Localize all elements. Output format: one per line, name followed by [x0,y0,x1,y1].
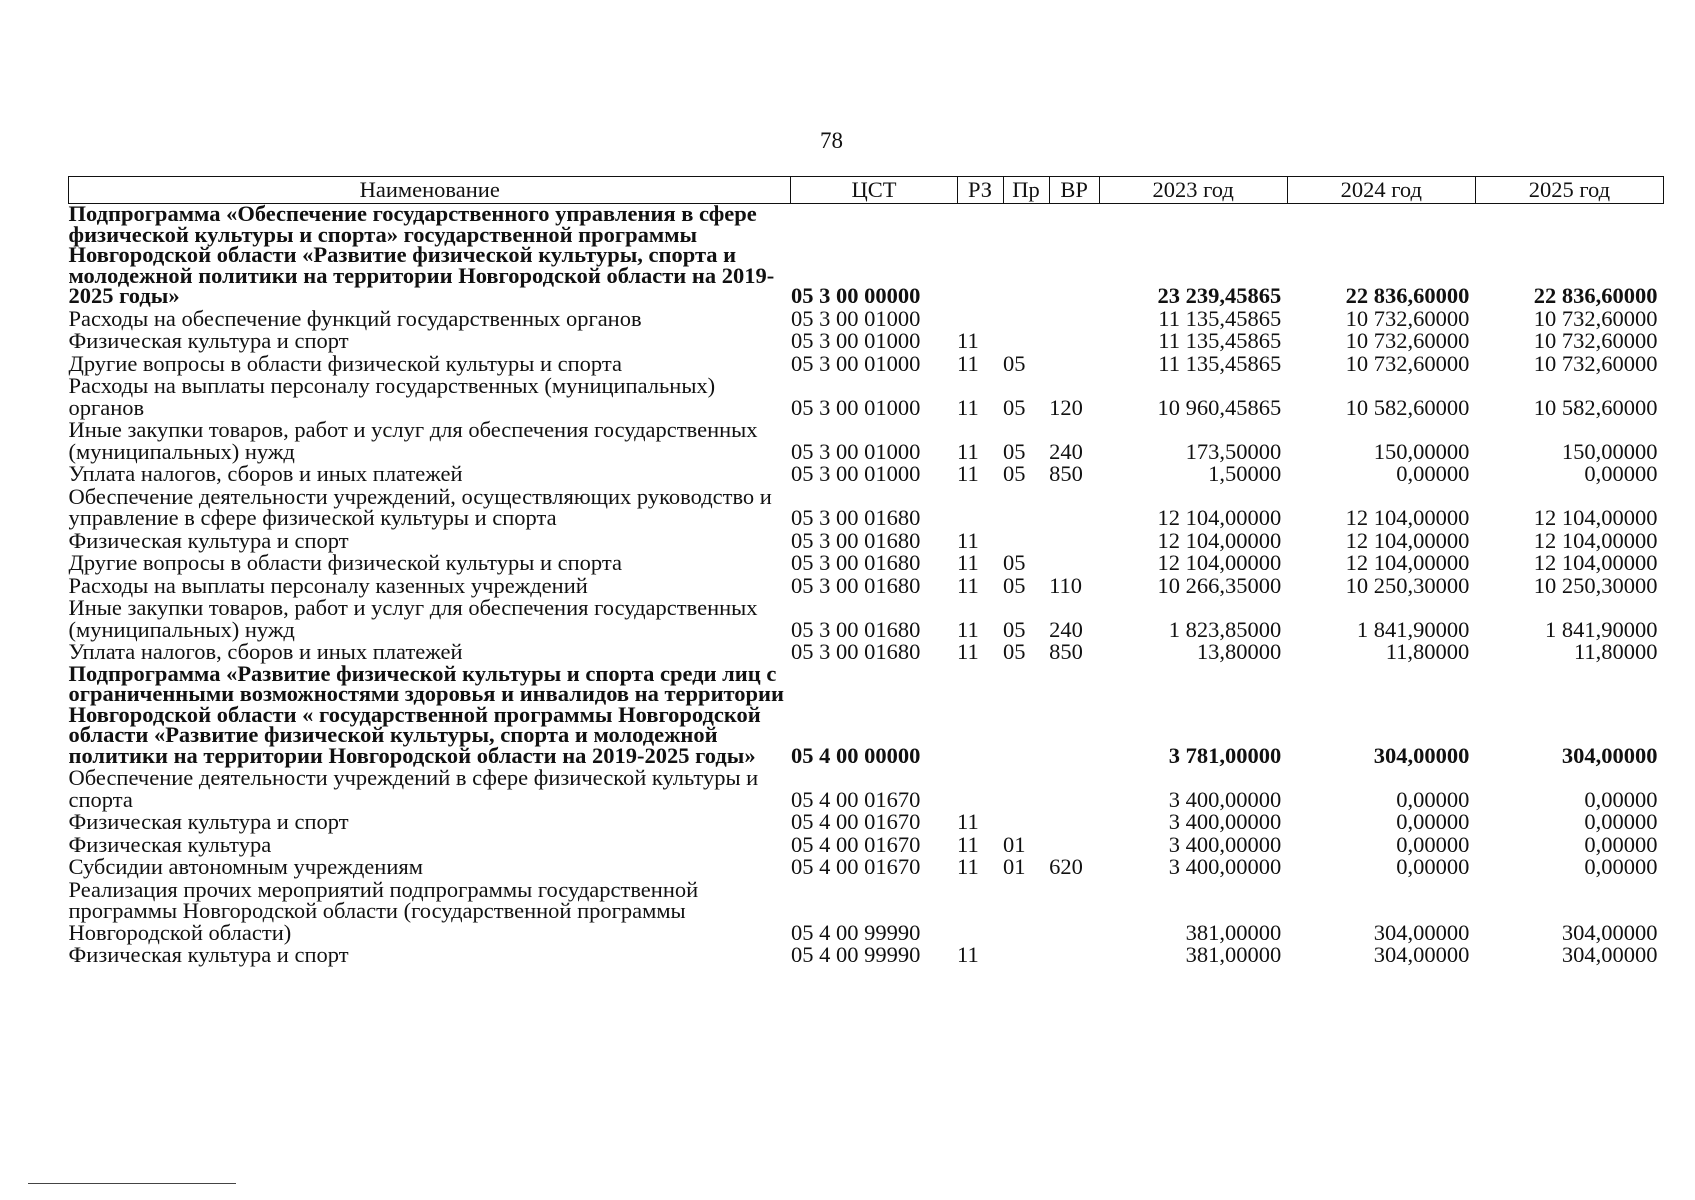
row-2023: 12 104,00000 [1157,550,1282,575]
row-2024: 0,00000 [1396,786,1470,812]
row-rz: 11 [957,639,979,664]
row-name: Другие вопросы в области физической культуры и спорта [68,350,622,376]
row-cst: 05 3 00 01000 [790,305,921,331]
row-2023: 3 400,00000 [1168,809,1282,834]
row-vr [1049,353,1099,376]
header-2025: 2025 год [1475,177,1663,204]
row-pr [1003,767,1049,811]
row-rz: 11 [957,438,979,464]
row-2024: 10 732,60000 [1345,328,1470,353]
row-name: Другие вопросы в области физической культуры и спорта [68,550,622,575]
header-name: Наименование [69,177,791,204]
row-2024: 0,00000 [1396,854,1470,879]
row-2023: 3 400,00000 [1168,854,1282,879]
row-rz: 11 [957,854,979,879]
row-2023: 3 400,00000 [1168,786,1282,812]
row-2024: 0,00000 [1396,831,1470,857]
row-pr [1003,530,1049,553]
row-rz: 11 [957,394,979,420]
row-name: Подпрограмма «Обеспечение государственного управления в сфере физической культуры и спорта» государственной программы Новгородской области «Развитие физической культуры, спорта и молодежной политики на территории Новгородской области на 2019-2025 годы» [68,201,775,308]
row-cst: 05 3 00 01680 [790,572,921,598]
row-vr [1049,664,1099,768]
row-cst: 05 3 00 01680 [790,550,921,575]
row-2023: 3 781,00000 [1168,742,1282,768]
row-2025: 12 104,00000 [1533,527,1658,553]
row-cst: 05 4 00 00000 [790,742,921,768]
row-rz: 11 [957,572,979,598]
row-2023: 3 400,00000 [1168,831,1282,857]
table-row [69,856,1664,879]
row-pr: 05 [1003,461,1026,486]
table-row [69,419,1664,463]
row-cst: 05 4 00 99990 [790,942,921,967]
row-2025: 10 250,30000 [1533,572,1658,598]
row-cst: 05 3 00 01000 [790,350,921,376]
header-pr: Пр [1003,177,1049,204]
row-vr [1049,811,1099,834]
row-name: Физическая культура и спорт [68,527,349,553]
row-2023: 11 135,45865 [1158,305,1282,331]
table-row [69,486,1664,530]
row-2025: 304,00000 [1561,942,1658,967]
row-2025: 0,00000 [1584,786,1658,812]
row-pr: 05 [1003,350,1026,376]
row-2023: 23 239,45865 [1157,283,1282,308]
table-row [69,575,1664,598]
table-row [69,375,1664,419]
table-header [69,177,1664,204]
row-cst: 05 3 00 01000 [790,394,921,420]
table-row [69,308,1664,331]
row-rz: 11 [957,350,979,376]
row-rz: 11 [957,461,979,486]
row-2023: 381,00000 [1185,919,1282,945]
row-2024: 1 841,90000 [1356,616,1470,642]
row-pr: 05 [1003,639,1026,664]
table-row [69,811,1664,834]
row-name: Иные закупки товаров, работ и услуг для обеспечения государственных (муниципальных) нужд [68,595,758,642]
row-name: Обеспечение деятельности учреждений, осуществляющих руководство и управление в сфере физической культуры и спорта [68,483,772,530]
table-row [69,552,1664,575]
row-2025: 22 836,60000 [1533,283,1658,308]
row-pr: 01 [1003,854,1026,879]
row-cst: 05 3 00 01000 [790,328,921,353]
row-2025: 12 104,00000 [1533,550,1658,575]
row-2023: 381,00000 [1185,942,1282,967]
row-rz [957,486,1003,530]
row-name: Расходы на выплаты персоналу казенных учреждений [68,572,588,598]
budget-table [68,176,1664,967]
row-name: Иные закупки товаров, работ и услуг для обеспечения государственных (муниципальных) нужд [68,417,758,464]
row-rz: 11 [957,616,979,642]
row-2023: 11 135,45865 [1158,350,1282,376]
row-cst: 05 3 00 01000 [790,461,921,486]
row-2024: 10 732,60000 [1345,350,1470,376]
row-2025: 10 732,60000 [1533,328,1658,353]
row-2025: 12 104,00000 [1533,505,1658,530]
header-vr: ВР [1049,177,1099,204]
row-vr [1049,530,1099,553]
row-rz [957,767,1003,811]
row-cst: 05 3 00 01680 [790,639,921,664]
table-row [69,530,1664,553]
row-2025: 0,00000 [1584,854,1658,879]
header-cst: ЦСТ [791,177,957,204]
table-row [69,597,1664,641]
row-2024: 150,00000 [1373,438,1470,464]
row-2024: 304,00000 [1373,919,1470,945]
row-pr [1003,944,1049,967]
row-2023: 10 266,35000 [1157,572,1282,598]
row-pr [1003,204,1049,308]
row-2023: 10 960,45865 [1157,394,1282,420]
row-name: Физическая культура и спорт [68,942,349,967]
row-vr: 620 [1049,854,1083,879]
table-row [69,879,1664,945]
row-2025: 10 732,60000 [1533,350,1658,376]
row-pr: 05 [1003,394,1026,420]
row-cst: 05 3 00 01680 [790,505,921,530]
row-vr: 850 [1049,461,1083,486]
row-2023: 173,50000 [1185,438,1282,464]
row-rz: 11 [957,809,979,834]
row-pr: 05 [1003,616,1026,642]
row-2023: 13,80000 [1196,639,1282,664]
row-pr: 05 [1003,550,1026,575]
table-row [69,834,1664,857]
row-2023: 1,50000 [1208,461,1282,486]
row-pr: 05 [1003,438,1026,464]
row-name: Расходы на выплаты персоналу государственных (муниципальных) органов [68,373,716,420]
row-2025: 0,00000 [1584,809,1658,834]
header-2023: 2023 год [1099,177,1287,204]
row-name: Физическая культура и спорт [68,328,349,353]
row-2024: 11,80000 [1385,639,1470,664]
row-rz [957,879,1003,945]
row-2025: 10 582,60000 [1533,394,1658,420]
row-2024: 10 582,60000 [1345,394,1470,420]
row-vr: 110 [1049,572,1082,598]
row-vr: 240 [1049,438,1083,464]
row-vr: 120 [1049,394,1083,420]
subprogram-row [69,204,1664,308]
row-vr [1049,879,1099,945]
row-vr [1049,944,1099,967]
row-rz: 11 [957,831,979,857]
table-row [69,767,1664,811]
row-cst: 05 4 00 01670 [790,831,921,857]
row-vr [1049,204,1099,308]
row-2023: 12 104,00000 [1157,505,1282,530]
row-2024: 304,00000 [1373,942,1470,967]
row-rz: 11 [957,942,979,967]
row-2025: 1 841,90000 [1545,616,1658,642]
row-rz: 11 [957,550,979,575]
row-2024: 10 250,30000 [1345,572,1470,598]
row-name: Расходы на обеспечение функций государственных органов [68,305,642,331]
row-name: Подпрограмма «Развитие физической культуры и спорта среди лиц с ограниченными возможностями здоровья и инвалидов на территории Новгородской области « государственной программы Новгородской области «Развитие физической культуры, спорта и молодежной политики на территории Новгородской области на 2019-2025 годы» [68,660,784,768]
row-2025: 11,80000 [1573,639,1658,664]
row-cst: 05 3 00 01680 [790,527,921,553]
table-body [68,201,1664,967]
row-cst: 05 4 00 99990 [790,919,921,945]
row-cst: 05 4 00 01670 [790,854,921,879]
row-name: Уплата налогов, сборов и иных платежей [68,639,463,664]
row-name: Физическая культура [68,831,272,857]
row-cst: 05 4 00 01670 [790,809,921,834]
row-name: Уплата налогов, сборов и иных платежей [68,461,463,486]
table-row [69,944,1664,967]
row-vr [1049,308,1099,331]
row-2024: 12 104,00000 [1345,505,1470,530]
row-pr [1003,879,1049,945]
row-2024: 0,00000 [1396,461,1470,486]
row-pr: 01 [1003,831,1026,857]
row-2025: 0,00000 [1584,831,1658,857]
row-name: Реализация прочих мероприятий подпрограммы государственной программы Новгородской области (государственной программы Новгородской области) [68,876,699,945]
row-2024: 10 732,60000 [1345,305,1470,331]
row-cst: 05 4 00 01670 [790,786,921,812]
row-name: Субсидии автономным учреждениям [68,854,423,879]
row-2023: 11 135,45865 [1158,328,1282,353]
row-2024: 304,00000 [1373,742,1470,768]
row-2024: 22 836,60000 [1345,283,1470,308]
row-rz [957,664,1003,768]
row-2024: 12 104,00000 [1345,527,1470,553]
row-2025: 304,00000 [1561,742,1658,768]
row-2024: 12 104,00000 [1345,550,1470,575]
row-2025: 0,00000 [1584,461,1658,486]
row-2025: 10 732,60000 [1533,305,1658,331]
row-vr [1049,486,1099,530]
row-cst: 05 3 00 01680 [790,616,921,642]
row-rz [957,308,1003,331]
row-rz [957,204,1003,308]
footnote-rule [28,1183,236,1184]
row-pr: 05 [1003,572,1026,598]
row-2024: 0,00000 [1396,809,1470,834]
row-2023: 1 823,85000 [1168,616,1282,642]
row-vr [1049,834,1099,857]
row-vr: 850 [1049,639,1083,664]
row-2023: 12 104,00000 [1157,527,1282,553]
row-cst: 05 3 00 00000 [790,283,921,308]
row-vr [1049,767,1099,811]
row-pr [1003,811,1049,834]
row-2025: 150,00000 [1561,438,1658,464]
subprogram-row [69,664,1664,768]
row-vr [1049,330,1099,353]
row-rz: 11 [957,527,979,553]
row-vr: 240 [1049,616,1083,642]
row-rz: 11 [957,328,979,353]
row-vr [1049,552,1099,575]
row-pr [1003,308,1049,331]
row-pr [1003,486,1049,530]
row-name: Физическая культура и спорт [68,809,349,834]
row-cst: 05 3 00 01000 [790,438,921,464]
row-pr [1003,664,1049,768]
row-2025: 304,00000 [1561,919,1658,945]
table-row [69,353,1664,376]
header-2024: 2024 год [1287,177,1475,204]
header-rz: РЗ [957,177,1003,204]
table-row [69,463,1664,486]
table-row [69,330,1664,353]
row-pr [1003,330,1049,353]
page-number: 78 [820,128,843,153]
row-name: Обеспечение деятельности учреждений в сфере физической культуры и спорта [68,765,759,812]
